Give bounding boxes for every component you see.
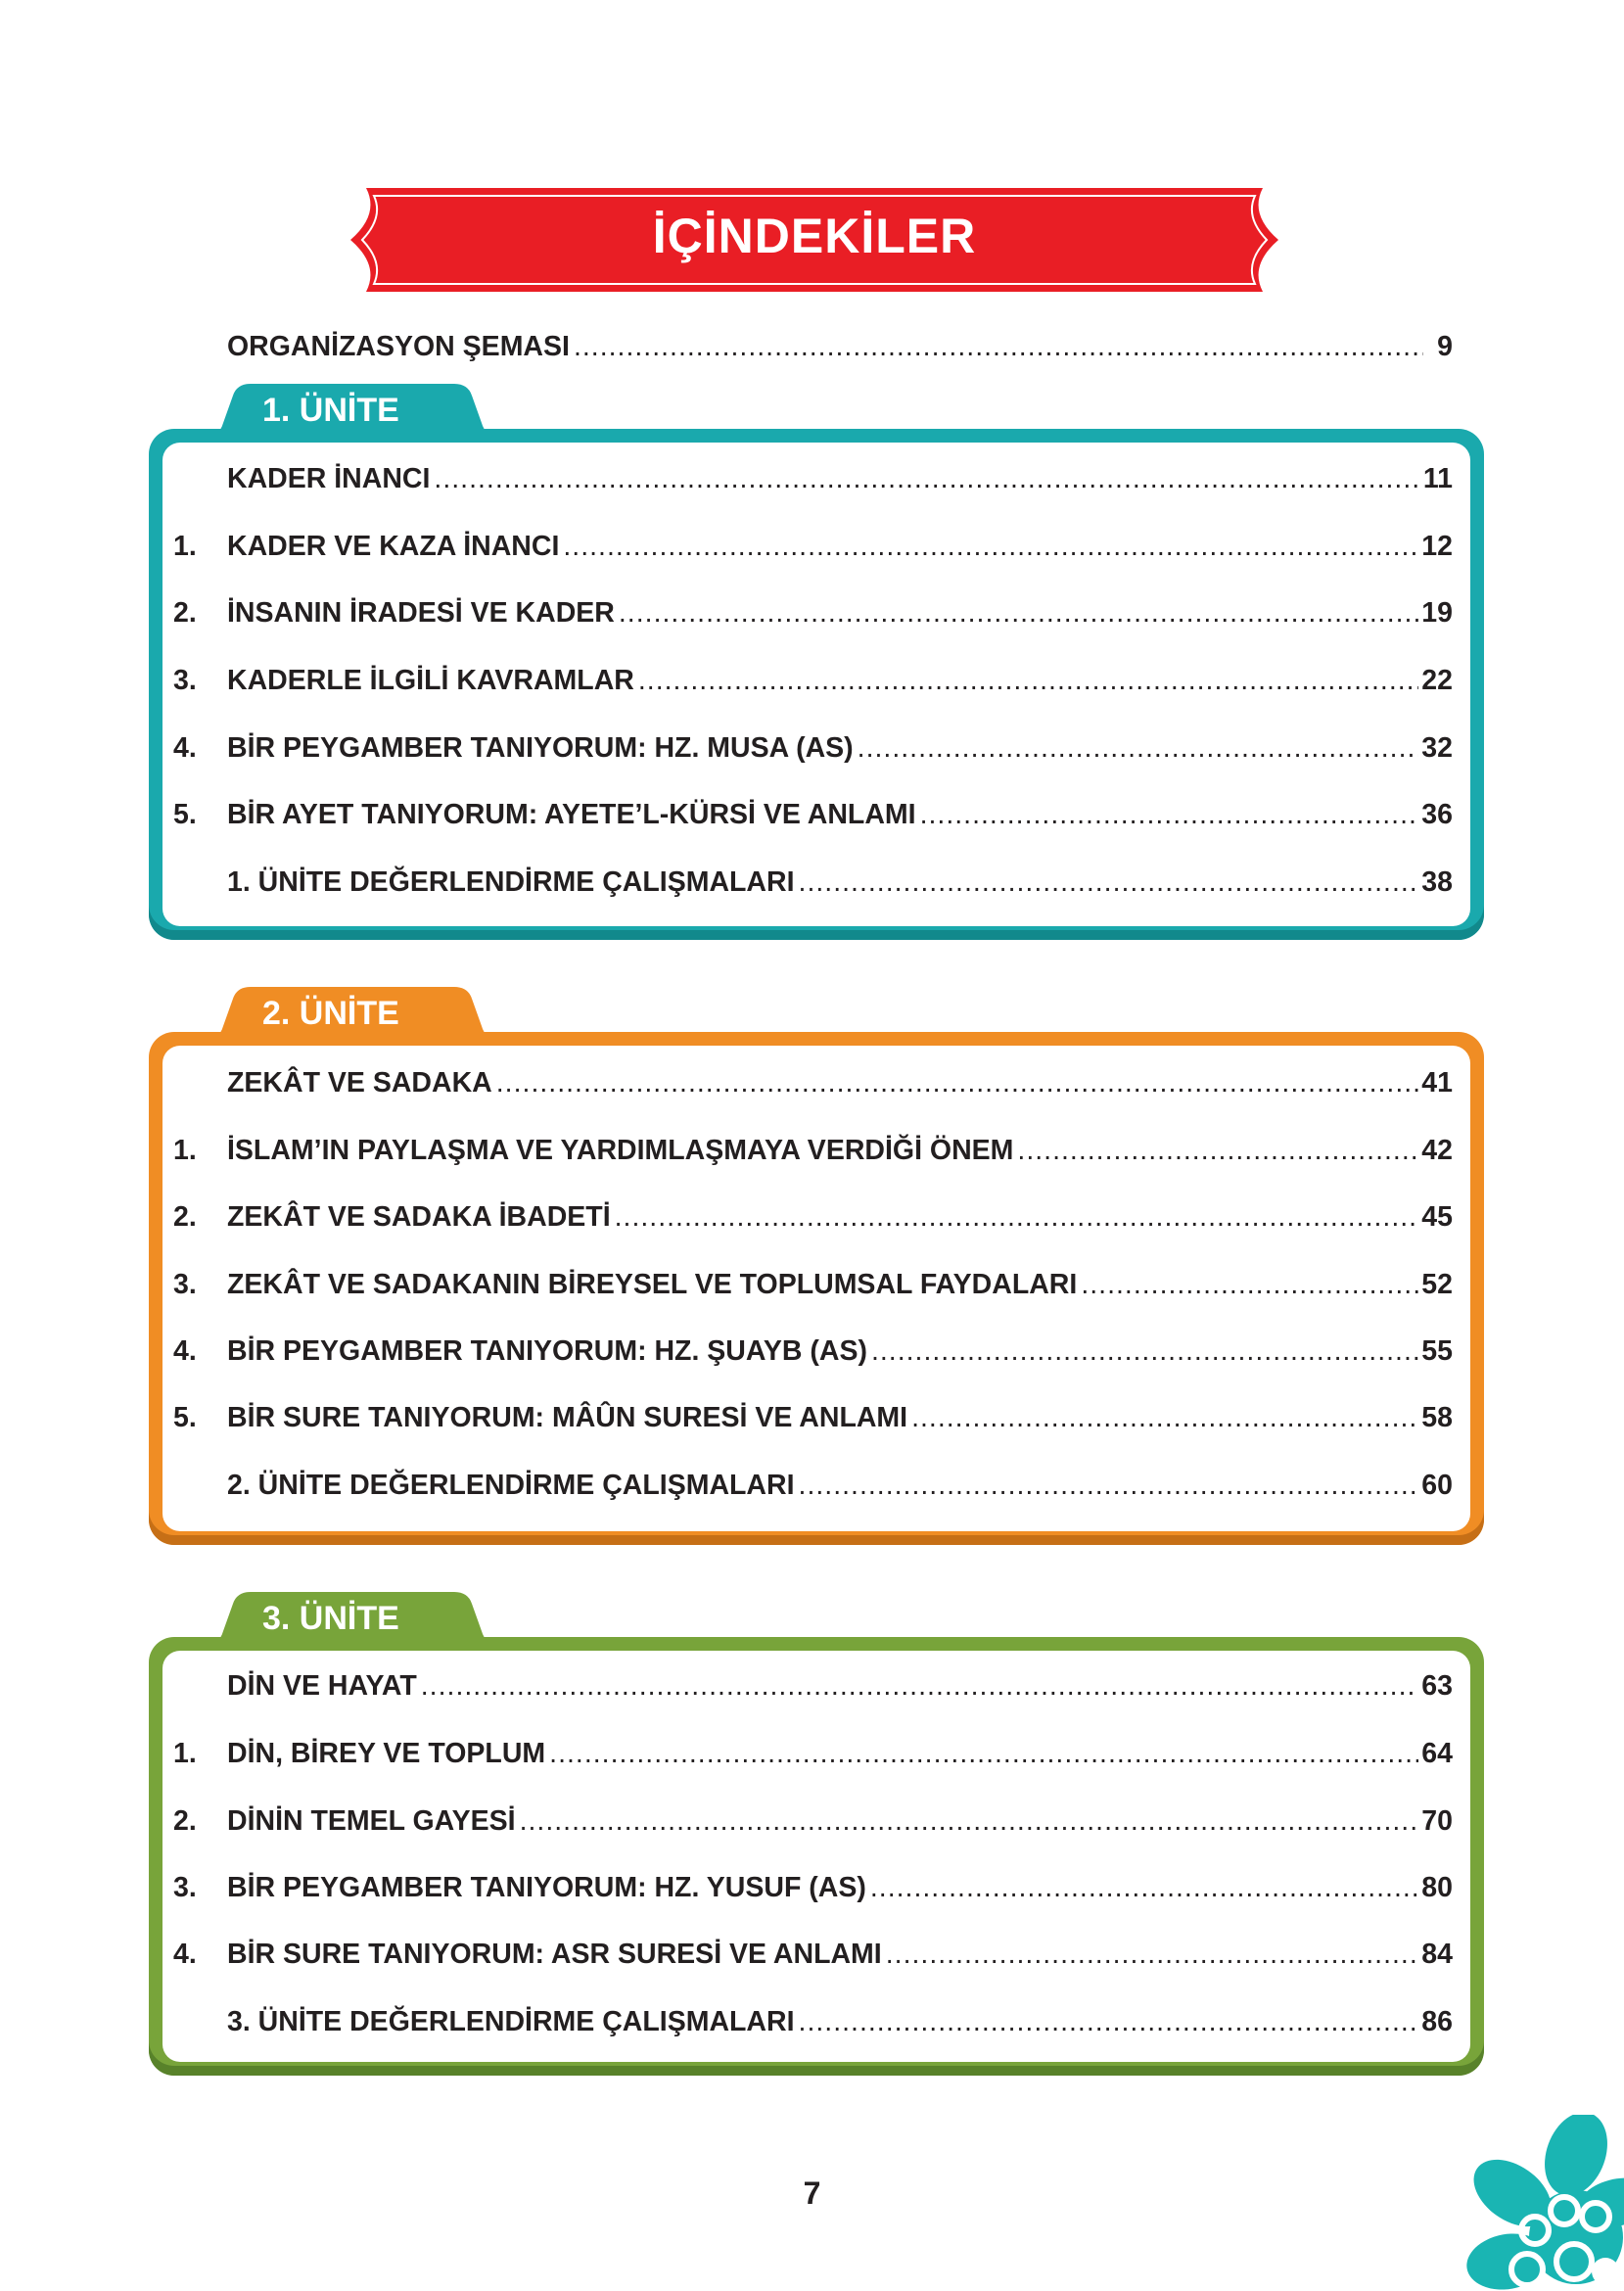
toc-entry[interactable]	[0, 1868, 1624, 1907]
page-title: İÇİNDEKİLER	[652, 209, 977, 263]
toc-entry-page: 64	[1421, 1738, 1453, 1769]
toc-entry-label: DİN, BİREY VE TOPLUM	[227, 1738, 546, 1769]
toc-entry-number: 3.	[173, 665, 197, 696]
dot-leader	[911, 1398, 1418, 1437]
toc-entry-page: 11	[1422, 463, 1453, 494]
toc-entry[interactable]	[0, 459, 1624, 498]
dot-leader	[799, 2002, 1419, 2041]
dot-leader	[870, 1868, 1418, 1907]
toc-entry-number: 4.	[173, 732, 197, 764]
toc-entry-label: 2. ÜNİTE DEĞERLENDİRME ÇALIŞMALARI	[227, 1470, 795, 1501]
toc-entry[interactable]	[0, 1197, 1624, 1237]
toc-entry-number: 5.	[173, 799, 197, 830]
toc-entry-number: 3.	[173, 1872, 197, 1903]
toc-entry-page: 32	[1421, 732, 1453, 764]
dot-leader	[799, 863, 1419, 902]
toc-entry-page: 63	[1421, 1670, 1453, 1702]
toc-entry[interactable]	[0, 863, 1624, 902]
toc-entry-page: 12	[1421, 531, 1453, 562]
flower-ornament-icon	[1459, 2115, 1624, 2291]
toc-entry-number: 2.	[173, 597, 197, 629]
title-banner	[350, 188, 1278, 292]
toc-entry-label: İSLAM’IN PAYLAŞMA VE YARDIMLAŞMAYA VERDİĞİ ÖNEM	[227, 1135, 1014, 1166]
toc-entry[interactable]	[0, 2002, 1624, 2041]
toc-entry[interactable]	[0, 661, 1624, 700]
toc-entry-number: 3.	[173, 1269, 197, 1300]
toc-entry-label: BİR AYET TANIYORUM: AYETE’L-KÜRSİ VE ANLAMI	[227, 799, 916, 830]
toc-entry-page: 42	[1421, 1135, 1453, 1166]
toc-entry[interactable]	[0, 728, 1624, 768]
toc-entry-label: DİN VE HAYAT	[227, 1670, 417, 1702]
toc-entry-label: ZEKÂT VE SADAKANIN BİREYSEL VE TOPLUMSAL FAYDALARI	[227, 1269, 1078, 1300]
dot-leader	[1081, 1265, 1418, 1304]
toc-entry-label: BİR PEYGAMBER TANIYORUM: HZ. MUSA (AS)	[227, 732, 854, 764]
dot-leader	[858, 728, 1419, 768]
toc-entry-page: 19	[1421, 597, 1453, 629]
toc-entry-label: İNSANIN İRADESİ VE KADER	[227, 597, 615, 629]
toc-entry-label: BİR PEYGAMBER TANIYORUM: HZ. YUSUF (AS)	[227, 1872, 866, 1903]
toc-entry-number: 2.	[173, 1201, 197, 1233]
toc-entry-label: ORGANİZASYON ŞEMASI	[227, 331, 570, 362]
toc-entry[interactable]	[0, 1801, 1624, 1841]
toc-entry-number: 5.	[173, 1402, 197, 1433]
toc-entry-page: 60	[1421, 1470, 1453, 1501]
toc-entry[interactable]	[0, 1734, 1624, 1773]
toc-entry-page: 86	[1421, 2006, 1453, 2037]
toc-entry[interactable]	[0, 1265, 1624, 1304]
toc-entry-label: KADERLE İLGİLİ KAVRAMLAR	[227, 665, 634, 696]
dot-leader	[434, 459, 1419, 498]
toc-entry-number: 2.	[173, 1805, 197, 1837]
toc-entry-page: 45	[1421, 1201, 1453, 1233]
toc-entry-number: 1.	[173, 1135, 197, 1166]
toc-entry-page: 55	[1421, 1335, 1453, 1367]
dot-leader	[871, 1332, 1418, 1371]
page-number: 7	[803, 2175, 821, 2211]
toc-entry-page: 22	[1421, 665, 1453, 696]
toc-entry-page: 58	[1421, 1402, 1453, 1433]
dot-leader	[549, 1734, 1418, 1773]
dot-leader	[496, 1063, 1419, 1102]
toc-entry-number: 1.	[173, 531, 197, 562]
dot-leader	[886, 1935, 1419, 1974]
unit-3-title: 3. ÜNİTE	[262, 1600, 399, 1637]
toc-entry-page: 52	[1421, 1269, 1453, 1300]
toc-entry-label: KADER VE KAZA İNANCI	[227, 531, 560, 562]
toc-entry-label: KADER İNANCI	[227, 463, 431, 494]
toc-entry[interactable]	[0, 1063, 1624, 1102]
toc-entry-label: 3. ÜNİTE DEĞERLENDİRME ÇALIŞMALARI	[227, 2006, 795, 2037]
unit-1-title: 1. ÜNİTE	[262, 392, 399, 429]
dot-leader	[799, 1466, 1419, 1505]
toc-entry-organization[interactable]	[0, 327, 1624, 366]
toc-entry-label: 1. ÜNİTE DEĞERLENDİRME ÇALIŞMALARI	[227, 866, 795, 898]
dot-leader	[920, 795, 1419, 834]
toc-entry-label: ZEKÂT VE SADAKA	[227, 1067, 492, 1099]
toc-entry-number: 4.	[173, 1335, 197, 1367]
toc-entry[interactable]	[0, 1332, 1624, 1371]
toc-entry-label: ZEKÂT VE SADAKA İBADETİ	[227, 1201, 611, 1233]
dot-leader	[520, 1801, 1419, 1841]
dot-leader	[421, 1666, 1419, 1706]
toc-entry[interactable]	[0, 1666, 1624, 1706]
toc-entry-label: DİNİN TEMEL GAYESİ	[227, 1805, 516, 1837]
toc-entry-page: 84	[1421, 1939, 1453, 1970]
toc-entry-page: 41	[1421, 1067, 1453, 1099]
toc-entry-label: BİR SURE TANIYORUM: ASR SURESİ VE ANLAMI	[227, 1939, 882, 1970]
dot-leader	[619, 593, 1418, 632]
dot-leader	[574, 327, 1423, 366]
dot-leader	[638, 661, 1418, 700]
toc-entry[interactable]	[0, 1131, 1624, 1170]
toc-entry[interactable]	[0, 1398, 1624, 1437]
dot-leader	[615, 1197, 1419, 1237]
toc-entry-label: BİR PEYGAMBER TANIYORUM: HZ. ŞUAYB (AS)	[227, 1335, 867, 1367]
dot-leader	[563, 527, 1418, 566]
toc-entry-page: 70	[1421, 1805, 1453, 1837]
toc-entry-number: 1.	[173, 1738, 197, 1769]
toc-entry-page: 9	[1437, 331, 1453, 362]
toc-entry[interactable]	[0, 795, 1624, 834]
toc-entry-page: 36	[1421, 799, 1453, 830]
toc-entry-page: 80	[1421, 1872, 1453, 1903]
dot-leader	[1017, 1131, 1418, 1170]
unit-2-title: 2. ÜNİTE	[262, 995, 399, 1032]
toc-entry[interactable]	[0, 593, 1624, 632]
toc-entry-page: 38	[1421, 866, 1453, 898]
toc-entry-label: BİR SURE TANIYORUM: MÂÛN SURESİ VE ANLAMI	[227, 1402, 908, 1433]
unit-3-box-inner	[162, 1651, 1470, 2062]
toc-entry[interactable]	[0, 1466, 1624, 1505]
toc-entry-number: 4.	[173, 1939, 197, 1970]
toc-entry[interactable]	[0, 527, 1624, 566]
toc-entry[interactable]	[0, 1935, 1624, 1974]
